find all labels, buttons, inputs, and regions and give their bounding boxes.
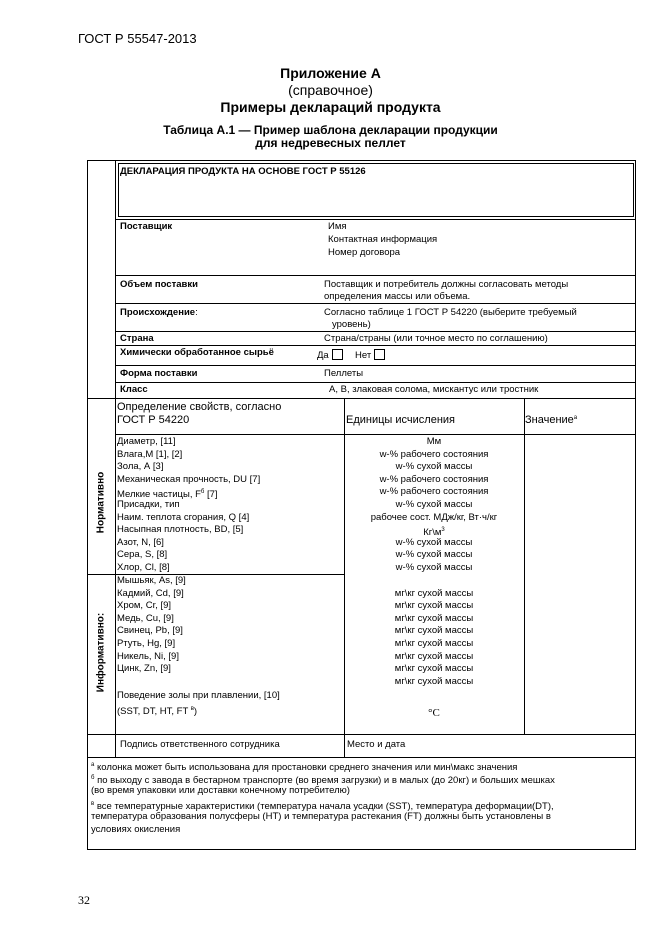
property-unit-sup: 3 — [441, 527, 445, 534]
property-unit — [344, 588, 524, 601]
property-name — [117, 549, 167, 562]
property-unit — [344, 638, 524, 651]
supplier-label: Поставщик — [120, 221, 173, 232]
class-label: Класс — [120, 384, 148, 395]
property-name-text: Диаметр, [11] — [117, 436, 176, 447]
chem-no-label: Нет — [355, 350, 372, 361]
note-c-line-2: температура образования полусферы (HT) и температура растекания (FT) должны быть установлены в — [91, 811, 551, 822]
property-name-text: Механическая прочность, DU [7] — [117, 473, 261, 485]
country-label: Страна — [120, 333, 154, 344]
property-name — [117, 651, 179, 664]
property-name — [117, 499, 180, 512]
note-b-line-2: (во время упаковки или доставки конечному потребителю) — [91, 785, 350, 796]
chem-yes-checkbox[interactable] — [332, 349, 343, 360]
property-name-text: Насыпная плотность, BD, [5] — [117, 524, 244, 536]
row-divider — [88, 734, 635, 735]
note-c-line-3: условиях окисления — [91, 824, 181, 835]
document-number: ГОСТ Р 55547-2013 — [78, 31, 197, 46]
property-name — [117, 436, 176, 449]
property-name-text: Наим. теплота сгорания, Q [4] — [117, 511, 250, 523]
ash-melting-unit: °С — [428, 707, 440, 719]
property-unit-text: w-% сухой массы — [395, 499, 473, 510]
property-unit — [344, 651, 524, 664]
note-b-text: по выходу с завода в бестарном транспорте (во время загрузки) и в малых (до 20кг) и больших мешках — [94, 775, 555, 786]
property-unit — [344, 625, 524, 638]
property-unit-text: w-% сухой массы — [395, 536, 473, 548]
property-unit — [344, 676, 524, 689]
props-header-col1-line1: Определение свойств, согласно — [117, 401, 282, 413]
property-unit-text: мг\кг сухой массы — [394, 650, 474, 662]
property-name-text: Азот, N, [6] — [117, 536, 164, 548]
props-header-value — [525, 412, 577, 427]
property-name — [117, 562, 170, 575]
property-unit-text: w-% сухой массы — [395, 562, 473, 573]
property-name-text: Сера, S, [8] — [117, 549, 168, 561]
property-unit-text: мг\кг сухой массы — [394, 587, 474, 599]
property-unit — [344, 537, 524, 550]
ash-melting-line-2 — [117, 703, 197, 719]
property-name-text: Хлор, Cl, [8] — [117, 562, 170, 573]
chem-yes-option[interactable] — [317, 349, 343, 362]
row-divider — [115, 303, 635, 304]
supplier-contact-field: Контактная информация — [328, 234, 438, 245]
props-header-col1-line2: ГОСТ Р 54220 — [117, 414, 190, 426]
property-name — [117, 449, 182, 462]
ash-melting-sup: в — [190, 706, 194, 712]
row-divider — [115, 382, 635, 383]
property-unit — [344, 486, 524, 499]
declaration-heading: ДЕКЛАРАЦИЯ ПРОДУКТА НА ОСНОВЕ ГОСТ Р 55126 — [120, 166, 366, 177]
property-name-text: Присадки, тип — [117, 499, 180, 510]
property-name — [117, 524, 243, 537]
country-text: Страна/страны (или точное место по соглашению) — [324, 333, 548, 344]
note-a-text: колонка может быть использована для простановки среднего значения или мин\макс значения — [94, 762, 518, 773]
property-unit — [344, 449, 524, 462]
property-name-text: Мелкие частицы, F — [117, 489, 201, 501]
form-label: Форма поставки — [120, 368, 198, 379]
property-unit-text: мг\кг сухой массы — [394, 638, 474, 649]
property-name — [117, 638, 175, 651]
property-name-text: Никель, Ni, [9] — [117, 650, 179, 662]
props-header-units: Единицы исчисления — [346, 414, 455, 426]
property-name — [117, 537, 164, 550]
row-divider — [115, 275, 635, 276]
class-text: А, В, злаковая солома, мискантус или тростник — [329, 384, 539, 395]
property-name-text: Кадмий, Cd, [9] — [117, 587, 184, 599]
property-name-text: Зола, А [3] — [117, 461, 164, 473]
property-name — [117, 588, 184, 601]
label-column-divider — [115, 161, 116, 757]
property-unit — [344, 663, 524, 676]
row-divider — [115, 434, 635, 435]
property-name-text: Свинец, Pb, [9] — [117, 625, 183, 637]
property-name — [117, 575, 186, 588]
note-a-mark: а — [91, 762, 95, 768]
property-name-text: Влага,М [1], [2] — [117, 448, 183, 460]
note-c-text: все температурные характеристики (температура начала усадки (SST), температура деформации(DT), — [94, 801, 554, 812]
property-name-ref: [7] — [204, 489, 218, 501]
origin-text-2: уровень) — [332, 319, 371, 330]
volume-text-1: Поставщик и потребитель должны согласовать методы — [324, 279, 569, 290]
property-name-text: Мышьяк, As, [9] — [117, 575, 186, 586]
property-unit — [344, 436, 524, 449]
volume-text-2: определения массы или объема. — [324, 291, 471, 302]
chem-no-checkbox[interactable] — [374, 349, 385, 360]
column-divider — [524, 398, 525, 734]
note-b-mark: б — [91, 775, 95, 781]
row-divider — [88, 757, 635, 758]
property-unit-text: мг\кг сухой массы — [394, 625, 474, 637]
row-divider — [115, 331, 635, 332]
property-unit-text: w-% сухой массы — [395, 549, 473, 561]
property-name — [117, 625, 183, 638]
property-unit-text: w-% рабочего состояния — [379, 473, 489, 485]
ash-melting-codes: (SST, DT, HT, FT — [117, 706, 191, 717]
row-divider — [88, 398, 635, 399]
property-name — [117, 600, 171, 613]
origin-colon: : — [195, 307, 198, 318]
property-unit — [344, 613, 524, 626]
property-name — [117, 663, 171, 676]
normative-label: Нормативно — [95, 471, 107, 534]
property-unit-text: w-% рабочего состояния — [379, 486, 489, 498]
table-caption — [0, 124, 661, 150]
property-name-text: Ртуть, Hg, [9] — [117, 638, 176, 649]
declaration-table — [87, 160, 636, 850]
property-unit — [344, 499, 524, 512]
note-c-mark: в — [91, 801, 95, 807]
property-name-text: Цинк, Zn, [9] — [117, 663, 171, 675]
property-unit-text: рабочее сост. МДж/кг, Вт·ч/кг — [370, 511, 498, 523]
property-unit-text: Кг\м — [423, 527, 442, 539]
property-unit-text: мг\кг сухой массы — [394, 675, 474, 687]
property-name — [117, 461, 163, 474]
ash-melting-end: ) — [193, 706, 198, 717]
origin-label-row — [120, 307, 198, 319]
property-name — [117, 474, 260, 487]
appendix-subtitle: Примеры деклараций продукта — [220, 99, 441, 115]
property-unit-text: w-% рабочего состояния — [379, 448, 489, 460]
supplier-contract-field: Номер договора — [328, 247, 401, 258]
property-name-sup: б — [200, 489, 205, 496]
property-unit — [344, 461, 524, 474]
property-unit-text: мг\кг сухой массы — [394, 612, 474, 624]
ash-melting-line-1: Поведение золы при плавлении, [10] — [117, 690, 280, 701]
property-unit-text: мг\кг сухой массы — [394, 663, 474, 675]
chem-label: Химически обработанное сырьё — [120, 347, 274, 358]
supplier-name-field: Имя — [328, 221, 347, 232]
chem-no-option[interactable] — [355, 349, 385, 362]
row-divider — [115, 219, 635, 220]
chem-yes-label: Да — [317, 350, 329, 361]
property-unit — [344, 512, 524, 525]
property-name — [117, 613, 174, 626]
property-unit — [344, 474, 524, 487]
table-caption-line-1: Таблица А.1 — Пример шаблона декларации продукции — [163, 123, 498, 137]
props-header-value-label: Значение — [525, 414, 574, 426]
property-unit — [344, 600, 524, 613]
property-name — [117, 512, 249, 525]
page-number: 32 — [78, 893, 90, 907]
origin-label: Происхождение — [120, 307, 196, 318]
props-header-value-sup: а — [573, 415, 578, 421]
signature-label: Подпись ответственного сотрудника — [120, 739, 280, 750]
form-text: Пеллеты — [324, 368, 364, 379]
volume-label: Объем поставки — [120, 279, 198, 290]
table-caption-line-2: для недревесных пеллет — [255, 136, 406, 150]
property-unit-text: w-% сухой массы — [395, 461, 473, 473]
property-name-text: Хром, Cr, [9] — [117, 600, 172, 612]
place-date-label: Место и дата — [347, 739, 406, 750]
origin-text-1: Согласно таблице 1 ГОСТ Р 54220 (выберите требуемый — [324, 307, 577, 318]
row-divider — [115, 345, 635, 346]
property-unit-text: мг\кг сухой массы — [394, 600, 474, 612]
appendix-title: Приложение А — [280, 65, 381, 81]
row-divider — [115, 365, 635, 366]
property-unit-text: Мм — [426, 436, 442, 447]
property-unit — [344, 562, 524, 575]
informative-label: Информативно: — [95, 612, 107, 693]
property-unit — [344, 549, 524, 562]
property-name-text: Медь, Cu, [9] — [117, 612, 174, 624]
appendix-reference: (справочное) — [288, 82, 373, 98]
